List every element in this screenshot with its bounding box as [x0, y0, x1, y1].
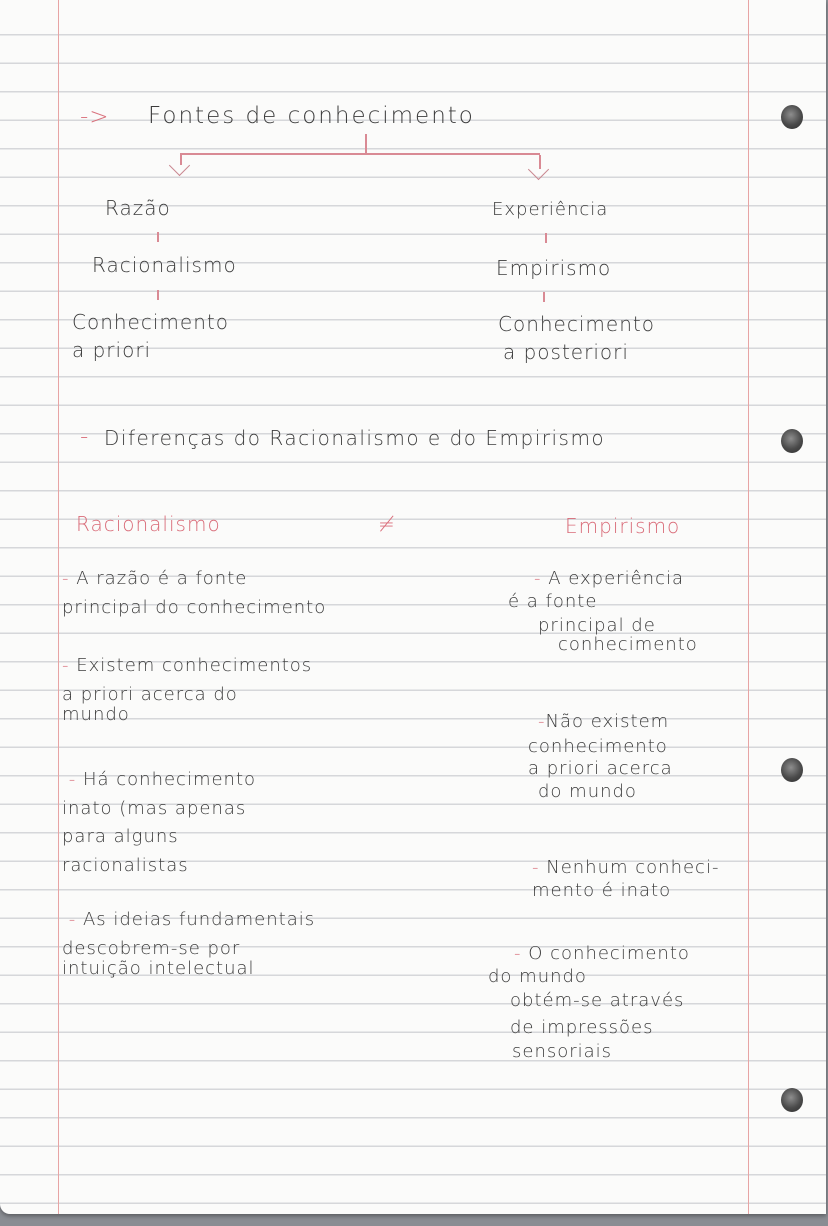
knowledge-a-priori-line1: Conhecimento	[72, 310, 229, 334]
doctrine-rationalism: Racionalismo	[92, 253, 237, 277]
empiricism-item: - O conhecimento do mundo obtém-se através de impressões sensoriais	[488, 943, 690, 1062]
binder-hole-icon	[781, 1088, 803, 1112]
knowledge-a-priori-line2: a priori	[72, 338, 152, 362]
doctrine-empiricism: Empirismo	[496, 256, 612, 280]
empiricism-item: -Não existem conhecimento a priori acerca do mundo	[528, 711, 673, 802]
left-margin-line	[58, 0, 59, 1214]
column-heading-empiricism: Empirismo	[565, 514, 681, 538]
connector-tick	[545, 233, 547, 243]
rationalism-item: - A razão é a fonte principal do conhecimento	[62, 568, 327, 618]
empiricism-item: - A experiência é a fonte principal de conhecimento	[508, 568, 698, 655]
column-heading-rationalism: Racionalismo	[76, 512, 221, 536]
section-heading-differences: Diferenças do Racionalismo e do Empirismo	[104, 426, 606, 450]
rationalism-item: - Há conhecimento inato (mas apenas para alguns racionalistas	[62, 769, 257, 876]
rationalism-item: - As ideias fundamentais descobrem-se por intuição intelectual	[62, 909, 316, 979]
binder-hole-icon	[781, 758, 803, 782]
empiricism-item: - Nenhum conheci- mento é inato	[532, 857, 720, 901]
arrow-down-icon	[169, 155, 190, 176]
knowledge-a-posteriori-line1: Conhecimento	[498, 312, 655, 336]
connector-tick	[157, 232, 159, 242]
connector-tick	[157, 290, 159, 300]
connector-bar	[180, 153, 540, 155]
right-margin-line	[748, 0, 749, 1214]
page-title: Fontes de conhecimento	[148, 103, 475, 129]
binder-hole-icon	[781, 105, 803, 129]
knowledge-a-posteriori-line2: a posteriori	[503, 340, 629, 364]
not-equal-symbol: ≠	[378, 512, 396, 536]
connector-stem	[365, 134, 367, 154]
rationalism-item: - Existem conhecimentos a priori acerca do mundo	[62, 655, 313, 725]
source-experience: Experiência	[492, 199, 609, 220]
arrow-down-icon	[528, 159, 549, 180]
connector-tick	[543, 292, 545, 302]
binder-hole-icon	[781, 429, 803, 453]
source-reason: Razão	[105, 196, 171, 220]
section-dash-marker: -	[80, 424, 90, 450]
title-arrow-marker: ->	[80, 104, 110, 130]
